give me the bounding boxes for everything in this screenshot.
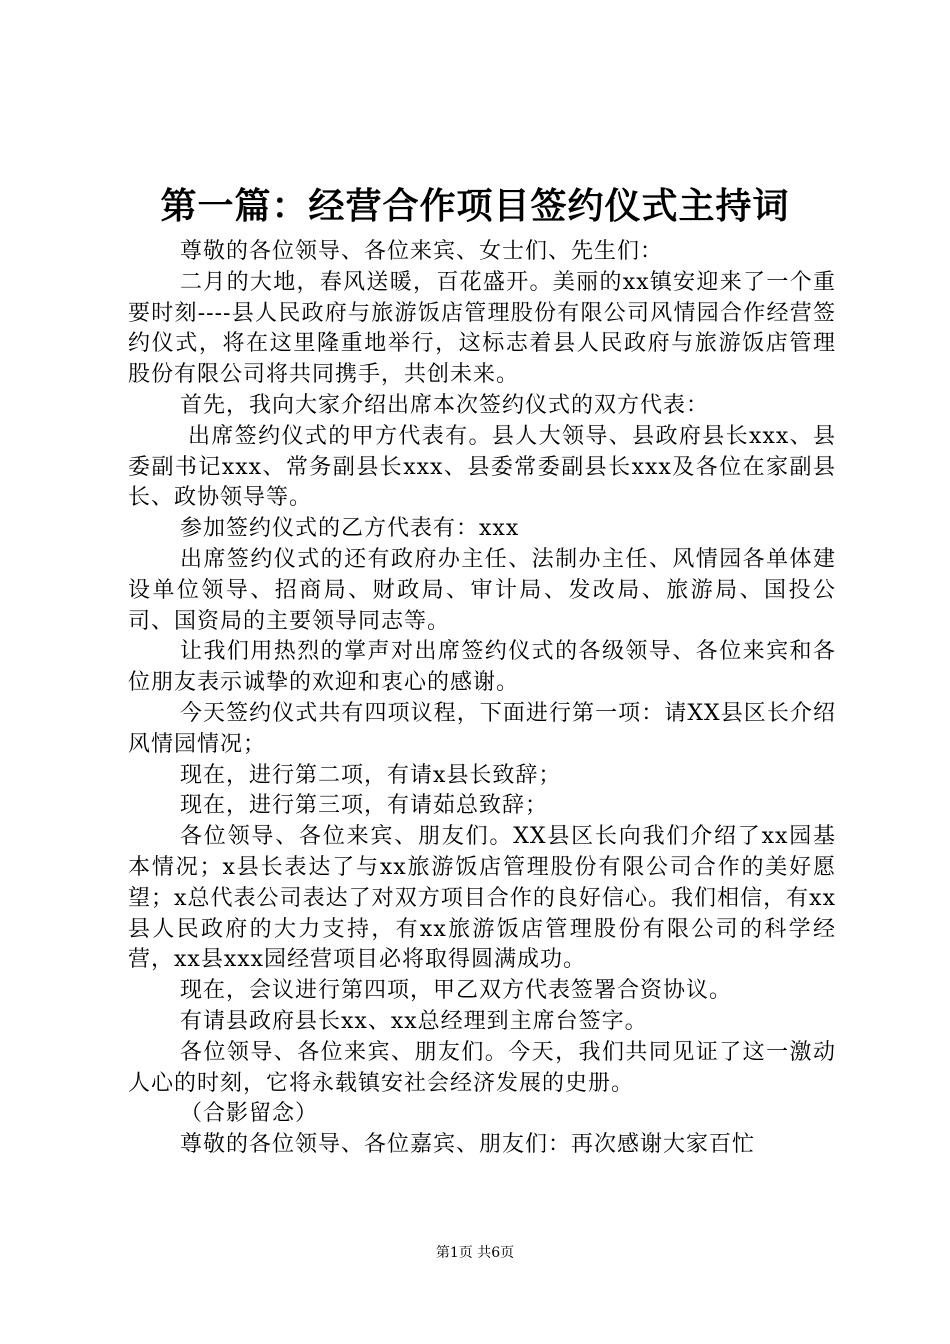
paragraph-opening: 二月的大地，春风送暖，百花盛开。美丽的xx镇安迎来了一个重要时刻----县人民政府与旅游饭店管理股份有限公司风情园合作经营签约仪式，将在这里隆重地举行，这标志着县人民政府与旅游饭店管理股份有限公司将共同携手，共创未来。 xyxy=(128,269,836,388)
paragraph-agenda-item-2: 现在，进行第二项，有请x县长致辞； xyxy=(180,762,562,788)
paragraph-group-photo: （合影留念） xyxy=(180,1101,319,1127)
paragraph-summary: 各位领导、各位来宾、朋友们。XX县区长向我们介绍了xx园基本情况；x县长表达了与xx旅游饭店管理股份有限公司合作的美好愿望；x总代表公司表达了对双方项目合作的良好信心。我们相信，有xx县人民政府的大力支持，有xx旅游饭店管理股份有限公司的科学经营，xx县xxx园经营项目必将取得圆满成功。 xyxy=(128,824,836,973)
paragraph-welcome: 让我们用热烈的掌声对出席签约仪式的各级领导、各位来宾和各位朋友表示诚挚的欢迎和衷心的感谢。 xyxy=(128,639,836,696)
paragraph-agenda-item-3: 现在，进行第三项，有请茹总致辞； xyxy=(180,793,549,819)
page-number-footer: 第1页 共6页 xyxy=(435,1245,515,1261)
paragraph-party-a: 出席签约仪式的甲方代表有。县人大领导、县政府县长xxx、县委副书记xxx、常务副县长xxx、县委常委副县长xxx及各位在家副县长、政协领导等。 xyxy=(128,423,836,511)
paragraph-agenda-item-1: 今天签约仪式共有四项议程，下面进行第一项：请XX县区长介绍风情园情况； xyxy=(128,700,836,757)
paragraph-signing: 有请县政府县长xx、xx总经理到主席台签字。 xyxy=(180,1008,648,1034)
paragraph-introduction: 首先，我向大家介绍出席本次签约仪式的双方代表： xyxy=(180,392,710,418)
document-body xyxy=(128,237,836,1161)
paragraph-other-attendees: 出席签约仪式的还有政府办主任、法制办主任、风情园各单体建设单位领导、招商局、财政局、审计局、发改局、旅游局、国投公司、国资局的主要领导同志等。 xyxy=(128,546,836,634)
paragraph-agenda-item-4: 现在，会议进行第四项，甲乙双方代表签署合资协议。 xyxy=(180,978,733,1004)
paragraph-salutation: 尊敬的各位领导、各位来宾、女士们、先生们： xyxy=(180,239,664,264)
paragraph-closing: 尊敬的各位领导、各位嘉宾、朋友们：再次感谢大家百忙 xyxy=(180,1132,756,1158)
paragraph-party-b: 参加签约仪式的乙方代表有：xxx xyxy=(180,516,520,542)
paragraph-witness: 各位领导、各位来宾、朋友们。今天，我们共同见证了这一激动人心的时刻，它将永载镇安社会经济发展的史册。 xyxy=(128,1039,836,1096)
document-title: 第一篇：经营合作项目签约仪式主持词 xyxy=(160,186,790,227)
